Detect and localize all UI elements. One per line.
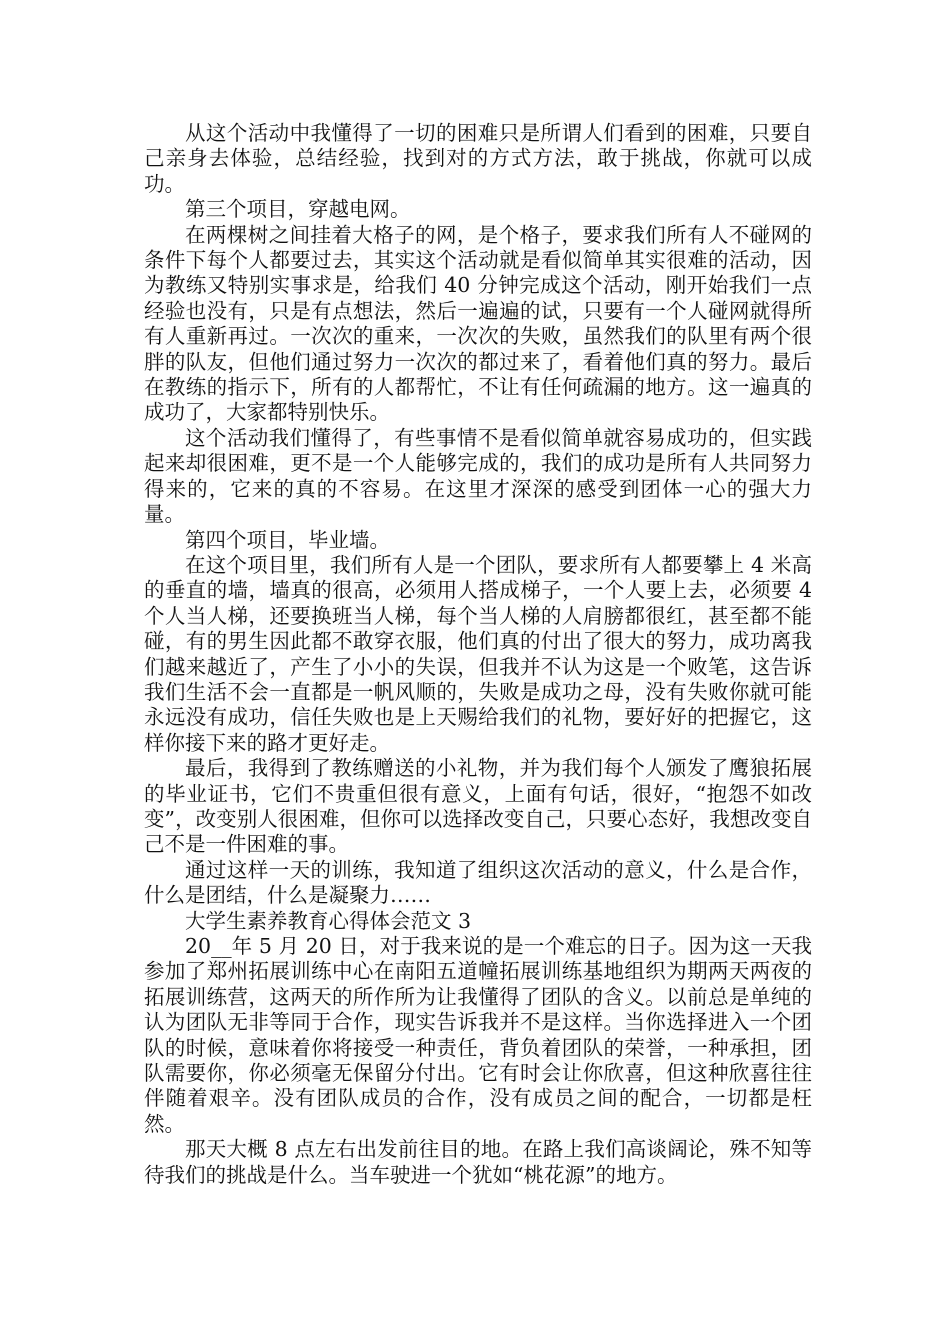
- paragraph-may-20: 20__年 5 月 20 日，对于我来说的是一个难忘的日子。因为这一天我参加了郑州拓展训练中心在南阳五道幢拓展训练基地组织为期两天两夜的拓展训练营，这两天的所作所为让我懂得了团队的含义。以前总是单纯的认为团队无非等同于合作，现实告诉我并不是这样。当你选择进入一个团队的时候，意味着你将接受一种责任，背负着团队的荣誉，一种承担，团队需要你，你必须毫无保留分付出。它有时会让你欣喜，但这种欣喜往往伴随着艰辛。没有团队成员的合作，没有成员之间的配合，一切都是枉然。: [144, 934, 812, 1136]
- paragraph-training-meaning: 通过这样一天的训练，我知道了组织这次活动的意义，什么是合作，什么是团结，什么是凝聚力……: [144, 857, 812, 908]
- paragraph-lesson-difficulty: 从这个活动中我懂得了一切的困难只是所谓人们看到的困难，只要自己亲身去体验，总结经验，找到对的方式方法，敢于挑战，你就可以成功。: [144, 121, 812, 196]
- heading-project-four: 第四个项目，毕业墙。: [185, 527, 390, 552]
- heading-project-three: 第三个项目，穿越电网。: [185, 197, 411, 222]
- section-title-essay-3: 大学生素养教育心得体会范文 3: [185, 908, 472, 933]
- paragraph-electric-net: 在两棵树之间挂着大格子的网，是个格子，要求我们所有人不碰网的条件下每个人都要过去，其实这个活动就是看似简单其实很难的活动，因为教练又特别实事求是，给我们 40 分钟完成这个活动，刚开始我们一点经验也没有，只是有点想法，然后一遍遍的试，只要有一个人碰网就得所有人重新再过。一次次的重来，一次次的失败，虽然我们的队里有两个很胖的队友，但他们通过努力一次次的都过来了，看着他们真的努力。最后在教练的指示下，所有的人都帮忙，不让有任何疏漏的地方。这一遍真的成功了，大家都特别快乐。: [144, 222, 812, 425]
- paragraph-departure: 那天大概 8 点左右出发前往目的地。在路上我们高谈阔论，殊不知等待我们的挑战是什么。当车驶进一个犹如“桃花源”的地方。: [144, 1137, 812, 1187]
- document-body: [144, 121, 812, 1188]
- paragraph-graduation-wall: 在这个项目里，我们所有人是一个团队，要求所有人都要攀上 4 米高的垂直的墙，墙真的很高，必须用人搭成梯子，一个人要上去，必须要 4 个人当人梯，还要换班当人梯，每个当人梯的人肩膀都很红，甚至都不能碰，有的男生因此都不敢穿衣服，他们真的付出了很大的努力，成功离我们越来越近了，产生了小小的失误，但我并不认为这是一个败笔，这告诉我们生活不会一直都是一帆风顺的，失败是成功之母，没有失败你就可能永远没有成功，信任失败也是上天赐给我们的礼物，要好好的把握它，这样你接下来的路才更好走。: [144, 552, 812, 755]
- paragraph-certificate: 最后，我得到了教练赠送的小礼物，并为我们每个人颁发了鹰狼拓展的毕业证书，它们不贵重但很有意义，上面有句话，很好，“抱怨不如改变”，改变别人很困难，但你可以选择改变自己，只要心态好，我想改变自己不是一件困难的事。: [144, 756, 812, 857]
- paragraph-lesson-teamwork: 这个活动我们懂得了，有些事情不是看似简单就容易成功的，但实践起来却很困难，更不是一个人能够完成的，我们的成功是所有人共同努力得来的，它来的真的不容易。在这里才深深的感受到团体一心的强大力量。: [144, 425, 812, 527]
